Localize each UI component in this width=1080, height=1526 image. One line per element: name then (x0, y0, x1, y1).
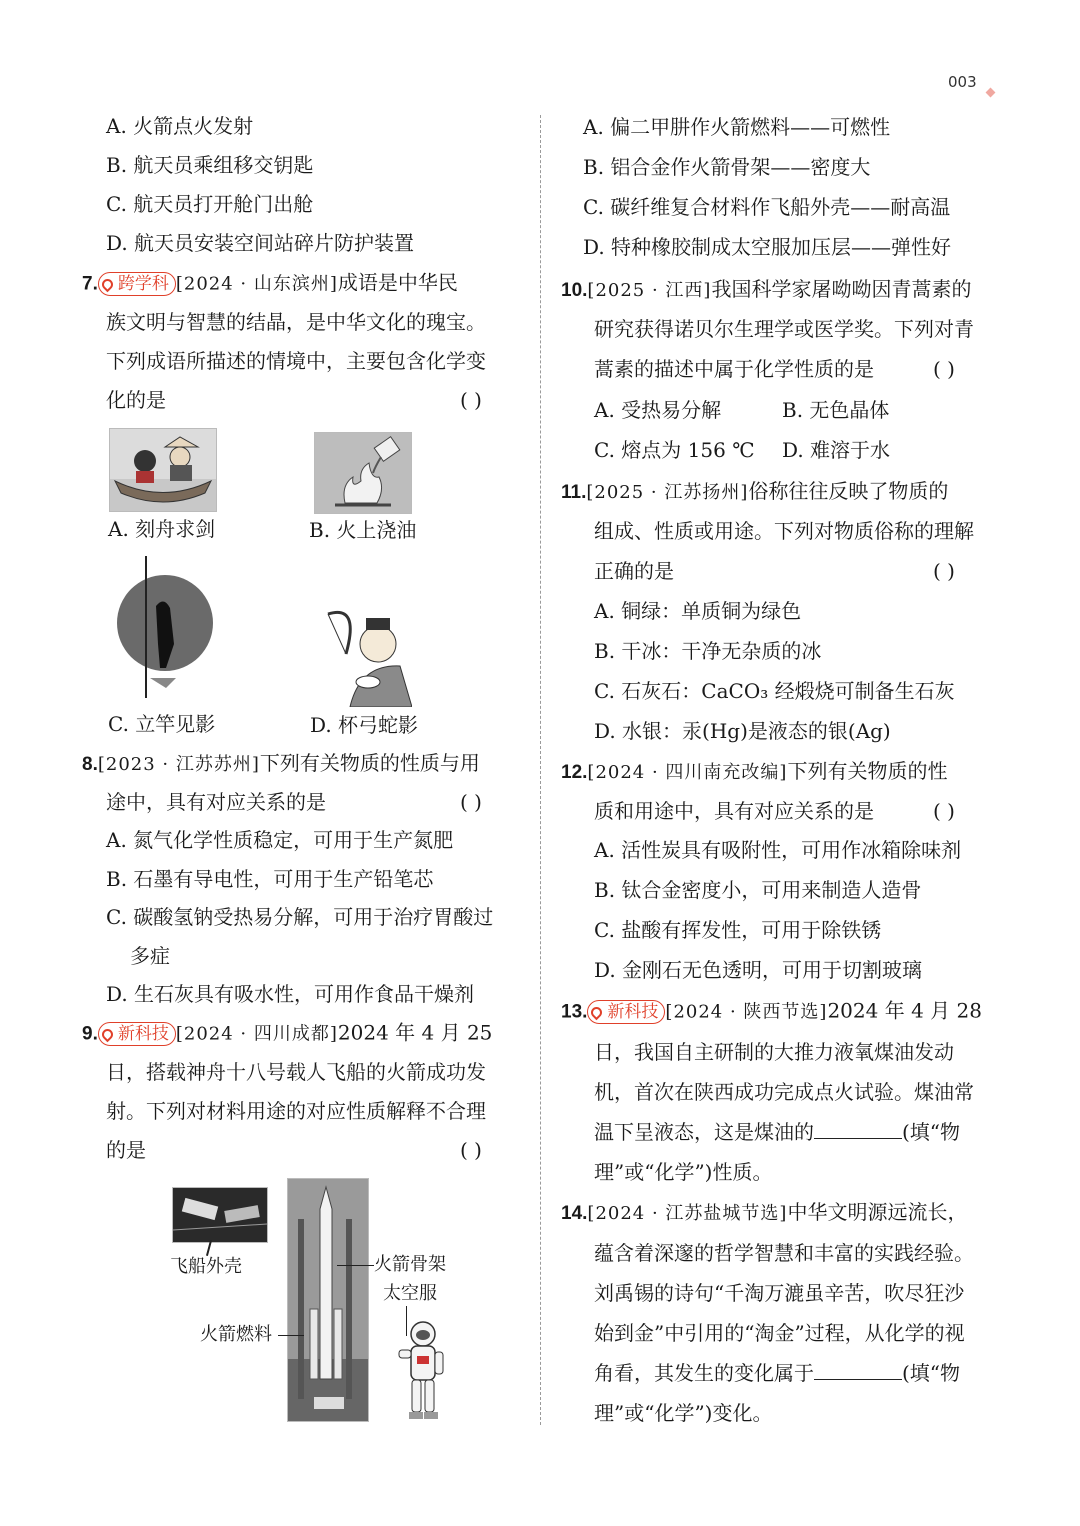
q8-first-line: 8.[2023 · 江苏苏州]下列有关物质的性质与用 (82, 751, 480, 775)
q9-option-a: A. 偏二甲肼作火箭燃料——可燃性 (583, 115, 891, 139)
q9-option-c: C. 碳纤维复合材料作飞船外壳——耐高温 (583, 195, 951, 219)
question-source: [2024 · 陕西节选] (665, 1001, 828, 1023)
question-number: 11. (561, 482, 587, 503)
fire-oil-image (314, 432, 412, 514)
q11-option-d: D. 水银：汞(Hg)是液态的银(Ag) (594, 719, 891, 743)
q9-option-b: B. 铝合金作火箭骨架——密度大 (583, 155, 871, 179)
astronaut-image (397, 1318, 445, 1420)
bow-snake-image (320, 604, 412, 707)
q8-line-2: 途中，具有对应关系的是 (106, 790, 326, 814)
answer-blank[interactable] (814, 1378, 902, 1380)
q12-option-d: D. 金刚石无色透明，可用于切割玻璃 (594, 958, 923, 982)
q7-line-3: 下列成语所描述的情境中，主要包含化学变 (106, 349, 486, 373)
answer-blank[interactable] (814, 1137, 902, 1139)
answer-parentheses: ( ) (933, 799, 955, 823)
q10-first-line: 10.[2025 · 江西]我国科学家屠呦呦因青蒿素的 (561, 277, 972, 301)
new-tech-tag: 新科技 (98, 1022, 176, 1046)
q7-line-4: 化的是 (106, 388, 166, 412)
option-a-caption: A. 刻舟求剑 (108, 517, 216, 541)
question-number: 8. (82, 754, 98, 775)
question-source: [2024 · 江苏盐城节选] (587, 1203, 788, 1224)
q11-option-a: A. 铜绿：单质铜为绿色 (594, 599, 802, 623)
answer-parentheses: ( ) (460, 388, 482, 412)
q12-line-2: 质和用途中，具有对应关系的是 (594, 799, 874, 823)
boat-sword-image (109, 428, 217, 512)
q10-line-3: 蒿素的描述中属于化学性质的是 (594, 357, 874, 381)
q13-first-line: 13. 新科技 [2024 · 陕西节选]2024 年 4 月 28 (561, 998, 982, 1023)
pole-shadow-image (114, 556, 216, 701)
spacecraft-photo (172, 1187, 268, 1243)
q9-line-3: 射。下列对材料用途的对应性质解释不合理 (106, 1099, 486, 1123)
q11-line-3: 正确的是 (594, 559, 674, 583)
diamond-icon (987, 79, 994, 99)
q14-line-5: 角看，其发生的变化属于 (填“物 (594, 1361, 961, 1385)
q13-line-5: 理”或“化学”)性质。 (594, 1160, 773, 1184)
answer-parentheses: ( ) (460, 790, 482, 814)
q8-option-c-cont: 多症 (130, 944, 170, 968)
question-source: [2025 · 江苏扬州] (586, 482, 749, 503)
q12-option-c: C. 盐酸有挥发性，可用于除铁锈 (594, 918, 882, 942)
question-number: 10. (561, 280, 588, 301)
question-source: [2024 · 四川成都] (175, 1023, 338, 1045)
question-source: [2025 · 江西] (587, 280, 712, 301)
q6-option-a: A. 火箭点火发射 (106, 114, 254, 138)
new-tech-tag: 新科技 (587, 1000, 665, 1024)
spacecraft-shell-label: 飞船外壳 (170, 1256, 242, 1277)
question-number: 14. (561, 1203, 588, 1224)
q6-option-d: D. 航天员安装空间站碎片防护装置 (106, 231, 415, 255)
option-d-caption: D. 杯弓蛇影 (310, 713, 419, 737)
q12-first-line: 12.[2024 · 四川南充改编]下列有关物质的性 (561, 759, 948, 783)
q9-line-4: 的是 (106, 1138, 146, 1162)
q10-option-d: D. 难溶于水 (782, 438, 891, 462)
q7-line-2: 族文明与智慧的结晶，是中华文化的瑰宝。 (106, 310, 486, 334)
q8-option-a: A. 氮气化学性质稳定，可用于生产氮肥 (106, 828, 454, 852)
question-number: 7. (82, 273, 98, 295)
q13-line-4: 温下呈液态，这是煤油的 (填“物 (594, 1120, 961, 1144)
q8-option-d: D. 生石灰具有吸水性，可用作食品干燥剂 (106, 982, 475, 1006)
q14-line-6: 理”或“化学”)变化。 (594, 1401, 773, 1425)
q11-option-b: B. 干冰：干净无杂质的冰 (594, 639, 822, 663)
question-number: 12. (561, 762, 588, 783)
q6-option-c: C. 航天员打开舱门出舱 (106, 192, 314, 216)
q10-option-c: C. 熔点为 156 ℃ (594, 438, 755, 462)
q12-option-a: A. 活性炭具有吸附性，可用作冰箱除味剂 (594, 838, 962, 862)
answer-parentheses: ( ) (933, 559, 955, 583)
q11-option-c: C. 石灰石：CaCO₃ 经煅烧可制备生石灰 (594, 679, 955, 703)
q14-line-2: 蕴含着深邃的哲学智慧和丰富的实践经验。 (594, 1241, 974, 1265)
q6-option-b: B. 航天员乘组移交钥匙 (106, 153, 314, 177)
page-number: 003 (948, 73, 977, 91)
pointer-line (337, 1265, 374, 1266)
q8-option-c: C. 碳酸氢钠受热易分解，可用于治疗胃酸过 (106, 905, 494, 929)
spacesuit-label: 太空服 (383, 1283, 437, 1304)
pin-icon (589, 1004, 605, 1020)
question-number: 9. (82, 1023, 98, 1045)
pin-icon (100, 1026, 116, 1042)
interdisciplinary-tag: 跨学科 (98, 272, 176, 296)
column-divider (540, 115, 541, 1425)
pin-icon (100, 276, 116, 292)
rocket-frame-label: 火箭骨架 (374, 1254, 446, 1275)
rocket-photo (287, 1178, 369, 1422)
pointer-line (278, 1335, 304, 1336)
q9-line-2: 日，搭载神舟十八号载人飞船的火箭成功发 (106, 1060, 486, 1084)
question-source: [2024 · 四川南充改编] (587, 762, 788, 783)
question-source: [2023 · 江苏苏州] (97, 754, 260, 775)
q13-line-3: 机，首次在陕西成功完成点火试验。煤油常 (594, 1080, 974, 1104)
q7-first-line: 7. 跨学科 [2024 · 山东滨州]成语是中华民 (82, 270, 458, 295)
q10-option-a: A. 受热易分解 (594, 398, 722, 422)
rocket-fuel-label: 火箭燃料 (200, 1324, 272, 1345)
q13-line-2: 日，我国自主研制的大推力液氧煤油发动 (594, 1040, 954, 1064)
q9-first-line: 9. 新科技 [2024 · 四川成都]2024 年 4 月 25 (82, 1020, 493, 1045)
question-source: [2024 · 山东滨州] (175, 273, 338, 295)
q11-first-line: 11.[2025 · 江苏扬州]俗称往往反映了物质的 (561, 479, 949, 503)
q14-line-3: 刘禹锡的诗句“千淘万漉虽辛苦，吹尽狂沙 (594, 1281, 965, 1305)
q8-option-b: B. 石墨有导电性，可用于生产铅笔芯 (106, 867, 434, 891)
q12-option-b: B. 钛合金密度小，可用来制造人造骨 (594, 878, 922, 902)
q14-line-4: 始到金”中引用的“淘金”过程，从化学的视 (594, 1321, 965, 1345)
q10-line-2: 研究获得诺贝尔生理学或医学奖。下列对青 (594, 317, 974, 341)
q10-option-b: B. 无色晶体 (782, 398, 890, 422)
question-number: 13. (561, 1001, 588, 1023)
answer-parentheses: ( ) (460, 1138, 482, 1162)
answer-parentheses: ( ) (933, 357, 955, 381)
q14-first-line: 14.[2024 · 江苏盐城节选]中华文明源远流长， (561, 1200, 968, 1224)
q11-line-2: 组成、性质或用途。下列对物质俗称的理解 (594, 519, 974, 543)
option-b-caption: B. 火上浇油 (309, 518, 417, 542)
option-c-caption: C. 立竿见影 (108, 712, 216, 736)
q9-option-d: D. 特种橡胶制成太空服加压层——弹性好 (583, 235, 952, 259)
